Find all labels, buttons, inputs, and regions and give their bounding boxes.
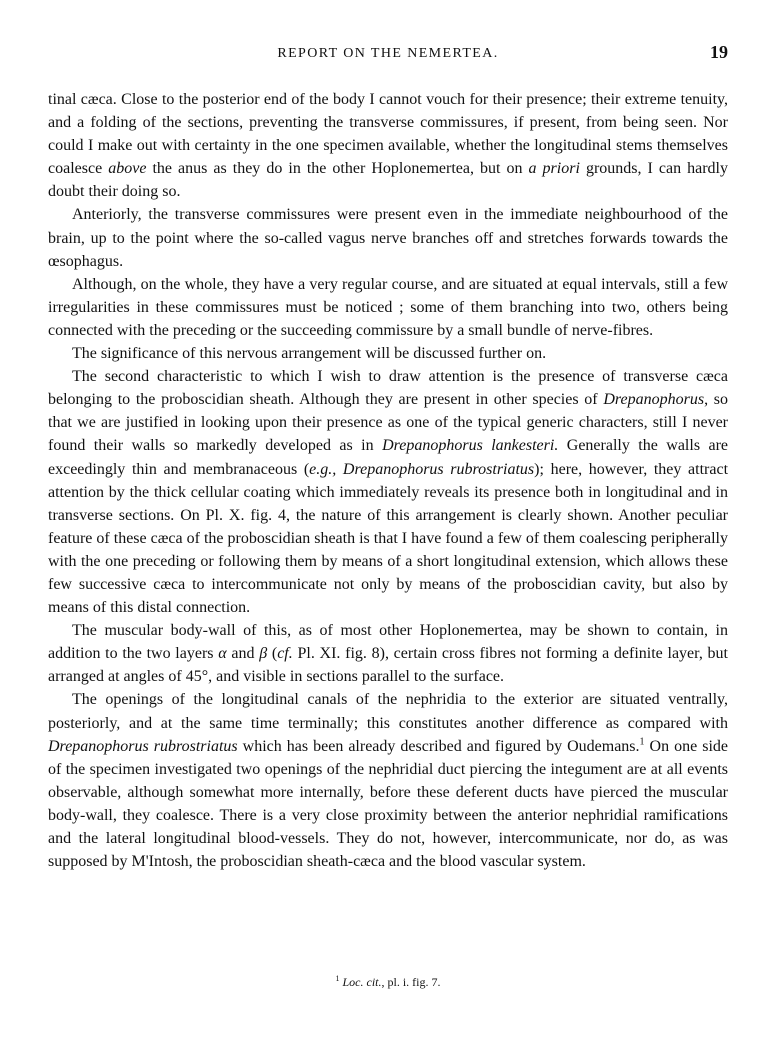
italic-text: Drepanophorus lankesteri.: [382, 437, 559, 455]
text-run: , pl. i. fig. 7.: [381, 975, 441, 989]
footnote-text: [343, 975, 441, 989]
footnote: [48, 974, 728, 990]
footnote-marker: 1: [335, 974, 340, 983]
text-run: which has been already described and figured by Oudemans.: [237, 737, 640, 755]
text-run: On one side of the specimen investigated two openings of the nephridial duct piercing the integument are at all events observable, although somewhat more internally, before these deferent ducts have pierced the muscular body-wall, they coalesce. There is a very close proximity between the anterior nephridial ramifications and the lateral longitudinal blood-vessels. They do not, however, intercommunicate, nor do, as was supposed by M'Intosh, the proboscidian sheath-cæca and the blood vascular system.: [48, 737, 729, 871]
text-run: , so that we are justified in looking upon their presence as one of the typical generic characters, still I never found their walls so markedly developed as in: [48, 391, 729, 455]
text-run: (: [267, 645, 278, 663]
paragraph: [48, 619, 728, 688]
text-run: The openings of the longitudinal canals of the nephridia to the exterior are situated ventrally, posteriorly, and at the same time terminally; this constitutes another difference as compared with: [48, 691, 728, 732]
text-run: The second characteristic to which I wish to draw attention is the presence of transverse cæca belonging to the proboscidian sheath. Although they are present in other species of: [48, 368, 728, 409]
paragraph: [48, 688, 728, 873]
footnote-reference: 1: [639, 736, 645, 748]
text-run: The muscular body-wall of this, as of most other Hoplonemertea, may be shown to contain, in addition to the two layers: [48, 622, 728, 663]
italic-text: cf.: [277, 645, 293, 663]
italic-text: Drepanophorus: [603, 391, 705, 409]
text-run: The significance of this nervous arrangement will be discussed further on.: [72, 345, 547, 363]
page-header: [48, 40, 728, 68]
body-text: [48, 88, 728, 873]
paragraph: [48, 342, 728, 365]
italic-text: β: [259, 645, 268, 663]
italic-text: e.g., Drepanophorus rubrostriatus: [309, 460, 535, 478]
text-run: Although, on the whole, they have a very regular course, and are situated at equal intervals, still a few irregularities in these commissures must be noticed ; some of them branching into two, others being connected with the preceding or the succeeding commissure by a small bundle of nerve-fibres.: [48, 275, 728, 339]
text-run: tinal cæca. Close to the posterior end of the body I cannot vouch for their presence; their extreme tenuity, and a folding of the sections, preventing the transverse commissures, if present, from being seen. Nor could I make out with certainty in the one specimen available, whether the longitudinal stems themselves coalesce: [48, 91, 728, 178]
paragraph: [48, 88, 728, 203]
page-number: 19: [710, 42, 728, 62]
text-run: Anteriorly, the transverse commissures were present even in the immediate neighbourhood of the brain, up to the point where the so-called vagus nerve branches off and stretches forwards towards the œsophagus.: [48, 206, 728, 270]
running-title: REPORT ON THE NEMERTEA.: [277, 46, 499, 61]
text-run: the anus as they do in the other Hoplonemertea, but on: [146, 160, 529, 178]
italic-text: Loc. cit.: [342, 975, 382, 989]
text-run: Pl. XI. fig. 8), certain cross fibres not forming a definite layer, but arranged at angles of 45°, and visible in sections parallel to the surface.: [48, 645, 728, 686]
text-run: ); here, however, they attract attention by the thick cellular coating which immediately reveals its presence both in longitudinal and in transverse sections. On Pl. X. fig. 4, the nature of this arrangement is clearly shown. Another peculiar feature of these cæca of the proboscidian sheath is that I have found a few of them coalescing peripherally with the one preceding or following them by means of a short longitudinal extension, which allows these few successive cæca to intercommunicate not only by means of the proboscidian cavity, but also by means of this distal connection.: [48, 460, 729, 617]
text-run: grounds, I can hardly doubt their doing so.: [48, 160, 729, 201]
text-run: Generally the walls are exceedingly thin and membranaceous (: [48, 437, 729, 478]
paragraph: [48, 203, 728, 272]
paragraph: [48, 273, 728, 342]
italic-text: a priori: [528, 160, 580, 178]
italic-text: above: [108, 160, 147, 178]
italic-text: α: [218, 645, 227, 663]
italic-text: Drepanophorus rubrostriatus: [48, 737, 238, 755]
text-run: and: [226, 645, 260, 663]
paragraph: [48, 365, 728, 619]
